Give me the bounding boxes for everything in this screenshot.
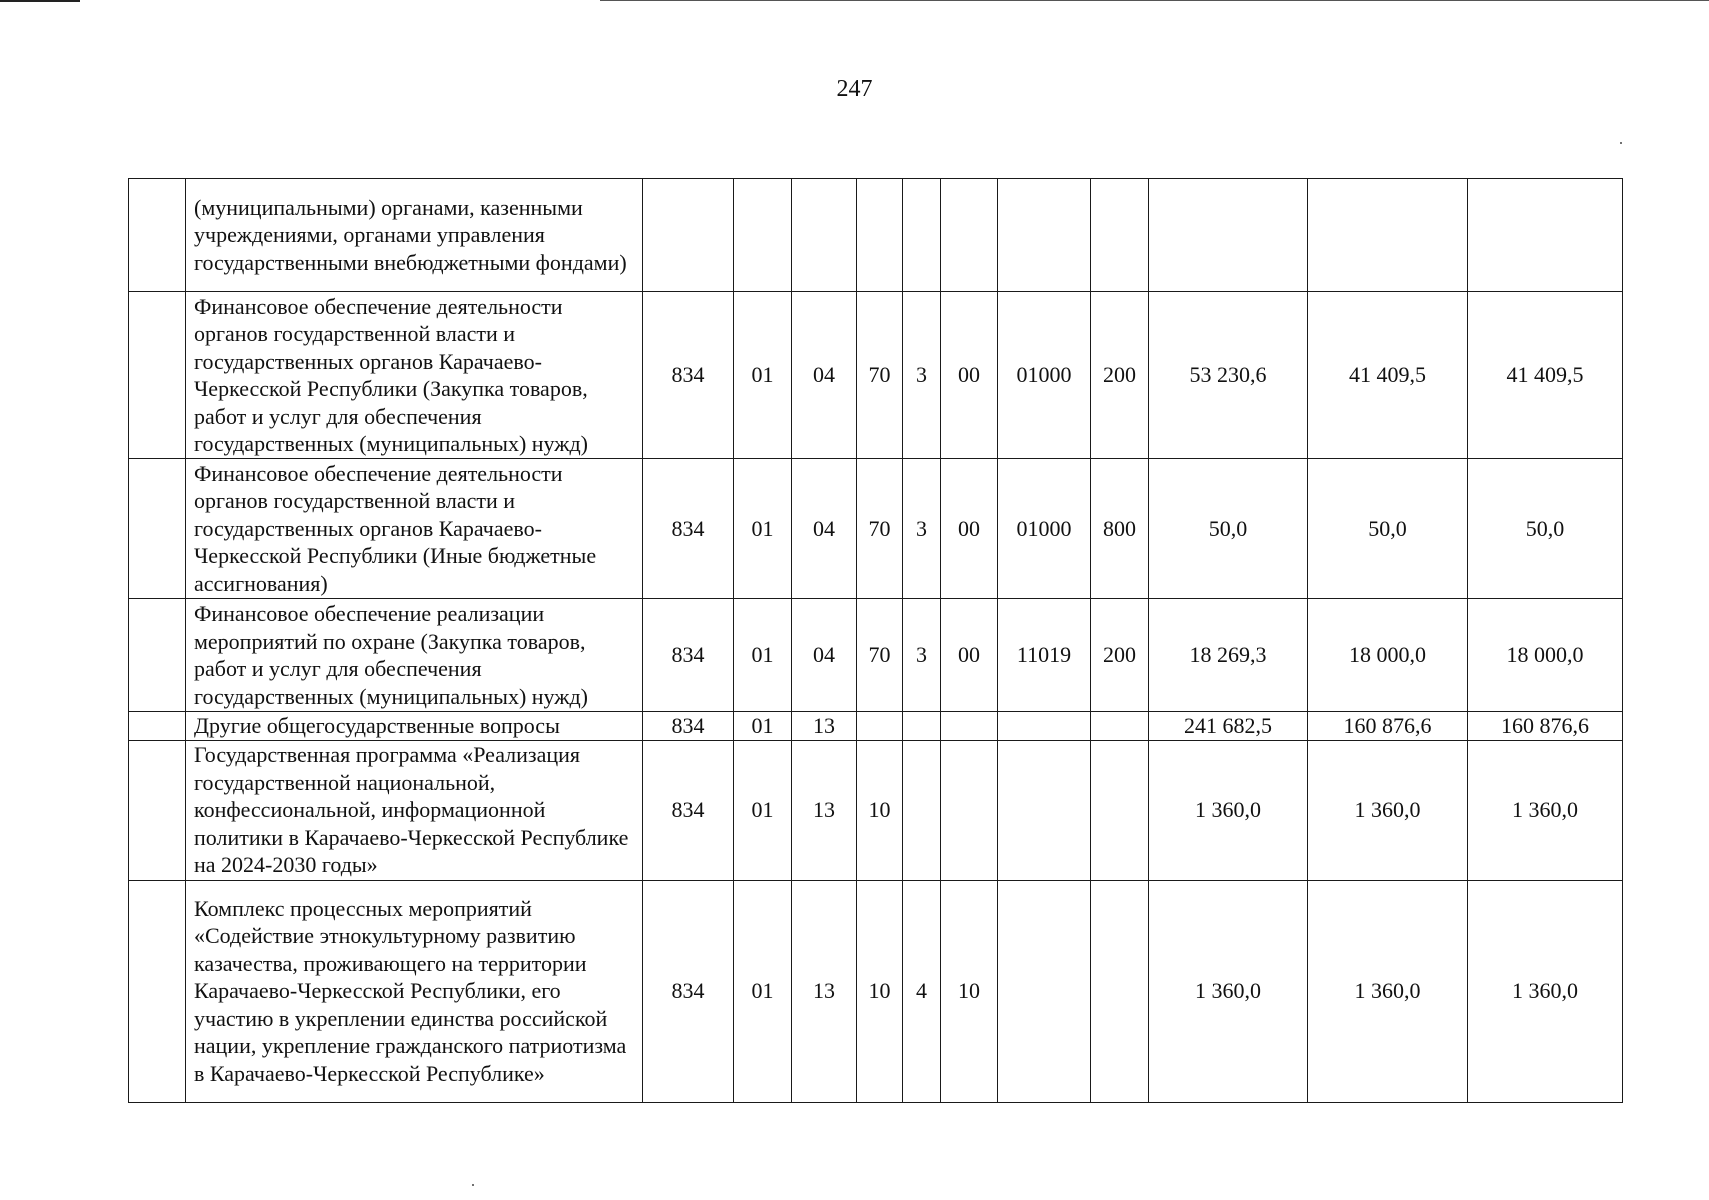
row-name-cell: Другие общегосударственные вопросы — [186, 712, 643, 741]
direction-cell — [998, 880, 1091, 1102]
row-name-cell: Финансовое обеспечение реализации мероприятий по охране (Закупка товаров, работ и услуг для обеспечения государственных (муниципальных) нужд) — [186, 599, 643, 712]
table-row — [129, 292, 1623, 459]
amount-year3-cell: 41 409,5 — [1468, 292, 1623, 459]
grbs-cell: 834 — [643, 599, 734, 712]
table-row — [129, 740, 1623, 880]
grbs-cell: 834 — [643, 712, 734, 741]
subprogram-cell: 00 — [941, 292, 998, 459]
subprogram-cell — [941, 740, 998, 880]
expense-type-cell — [1091, 880, 1149, 1102]
amount-year1-cell: 53 230,6 — [1149, 292, 1308, 459]
program-cell: 70 — [857, 459, 903, 599]
subprogram-type-cell: 3 — [903, 292, 941, 459]
grbs-cell: 834 — [643, 292, 734, 459]
scan-speck — [1620, 142, 1622, 144]
row-index-cell — [129, 880, 186, 1102]
budget-table — [128, 178, 1623, 1103]
amount-year3-cell: 50,0 — [1468, 459, 1623, 599]
amount-year2-cell: 41 409,5 — [1308, 292, 1468, 459]
direction-cell — [998, 740, 1091, 880]
subprogram-cell: 10 — [941, 880, 998, 1102]
grbs-cell — [643, 179, 734, 292]
subprogram-cell — [941, 179, 998, 292]
direction-cell: 01000 — [998, 459, 1091, 599]
scan-speck — [472, 1184, 474, 1186]
section-cell — [734, 179, 792, 292]
subsection-cell: 04 — [792, 459, 857, 599]
amount-year3-cell — [1468, 179, 1623, 292]
row-index-cell — [129, 459, 186, 599]
amount-year1-cell: 241 682,5 — [1149, 712, 1308, 741]
section-cell: 01 — [734, 599, 792, 712]
expense-type-cell — [1091, 712, 1149, 741]
expense-type-cell: 200 — [1091, 599, 1149, 712]
subprogram-type-cell: 3 — [903, 599, 941, 712]
row-index-cell — [129, 712, 186, 741]
amount-year2-cell: 18 000,0 — [1308, 599, 1468, 712]
row-index-cell — [129, 599, 186, 712]
amount-year2-cell: 1 360,0 — [1308, 880, 1468, 1102]
expense-type-cell — [1091, 740, 1149, 880]
expense-type-cell — [1091, 179, 1149, 292]
program-cell: 10 — [857, 740, 903, 880]
subsection-cell — [792, 179, 857, 292]
program-cell: 10 — [857, 880, 903, 1102]
section-cell: 01 — [734, 880, 792, 1102]
amount-year3-cell: 18 000,0 — [1468, 599, 1623, 712]
direction-cell — [998, 179, 1091, 292]
subprogram-type-cell: 4 — [903, 880, 941, 1102]
table-row — [129, 880, 1623, 1102]
row-index-cell — [129, 179, 186, 292]
section-cell: 01 — [734, 740, 792, 880]
amount-year2-cell: 50,0 — [1308, 459, 1468, 599]
amount-year1-cell: 50,0 — [1149, 459, 1308, 599]
subsection-cell: 13 — [792, 880, 857, 1102]
row-name-cell: (муниципальными) органами, казенными учреждениями, органами управления государственными внебюджетными фондами) — [186, 179, 643, 292]
subprogram-type-cell — [903, 179, 941, 292]
amount-year1-cell: 18 269,3 — [1149, 599, 1308, 712]
grbs-cell: 834 — [643, 459, 734, 599]
row-index-cell — [129, 292, 186, 459]
program-cell: 70 — [857, 599, 903, 712]
direction-cell — [998, 712, 1091, 741]
section-cell: 01 — [734, 292, 792, 459]
expense-type-cell: 800 — [1091, 459, 1149, 599]
row-name-cell: Государственная программа «Реализация государственной национальной, конфессиональной, информационной политики в Карачаево-Черкесской Республике на 2024-2030 годы» — [186, 740, 643, 880]
amount-year1-cell — [1149, 179, 1308, 292]
subsection-cell: 04 — [792, 292, 857, 459]
subsection-cell: 13 — [792, 712, 857, 741]
amount-year3-cell: 1 360,0 — [1468, 740, 1623, 880]
table-row — [129, 459, 1623, 599]
subprogram-cell: 00 — [941, 599, 998, 712]
row-name-cell: Финансовое обеспечение деятельности органов государственной власти и государственных органов Карачаево-Черкесской Республики (Закупка товаров, работ и услуг для обеспечения государственных (муниципальных) нужд) — [186, 292, 643, 459]
scan-edge-line-left — [0, 0, 80, 2]
subprogram-cell — [941, 712, 998, 741]
amount-year1-cell: 1 360,0 — [1149, 880, 1308, 1102]
subprogram-type-cell — [903, 740, 941, 880]
page-number: 247 — [836, 76, 873, 102]
table-row — [129, 599, 1623, 712]
amount-year2-cell: 160 876,6 — [1308, 712, 1468, 741]
amount-year2-cell — [1308, 179, 1468, 292]
section-cell: 01 — [734, 459, 792, 599]
subprogram-type-cell — [903, 712, 941, 741]
expense-type-cell: 200 — [1091, 292, 1149, 459]
amount-year1-cell: 1 360,0 — [1149, 740, 1308, 880]
subprogram-type-cell: 3 — [903, 459, 941, 599]
section-cell: 01 — [734, 712, 792, 741]
direction-cell: 11019 — [998, 599, 1091, 712]
row-name-cell: Комплекс процессных мероприятий «Содействие этнокультурному развитию казачества, проживающего на территории Карачаево-Черкесской Республики, его участию в укреплении единства российской нации, укрепление гражданского патриотизма в Карачаево-Черкесской Республике» — [186, 880, 643, 1102]
program-cell: 70 — [857, 292, 903, 459]
program-cell — [857, 712, 903, 741]
subsection-cell: 04 — [792, 599, 857, 712]
grbs-cell: 834 — [643, 880, 734, 1102]
subsection-cell: 13 — [792, 740, 857, 880]
scan-edge-line-right — [600, 0, 1709, 1]
amount-year3-cell: 160 876,6 — [1468, 712, 1623, 741]
row-name-cell: Финансовое обеспечение деятельности органов государственной власти и государственных органов Карачаево-Черкесской Республики (Иные бюджетные ассигнования) — [186, 459, 643, 599]
table-row — [129, 179, 1623, 292]
row-index-cell — [129, 740, 186, 880]
amount-year2-cell: 1 360,0 — [1308, 740, 1468, 880]
amount-year3-cell: 1 360,0 — [1468, 880, 1623, 1102]
grbs-cell: 834 — [643, 740, 734, 880]
subprogram-cell: 00 — [941, 459, 998, 599]
program-cell — [857, 179, 903, 292]
direction-cell: 01000 — [998, 292, 1091, 459]
table-row — [129, 712, 1623, 741]
